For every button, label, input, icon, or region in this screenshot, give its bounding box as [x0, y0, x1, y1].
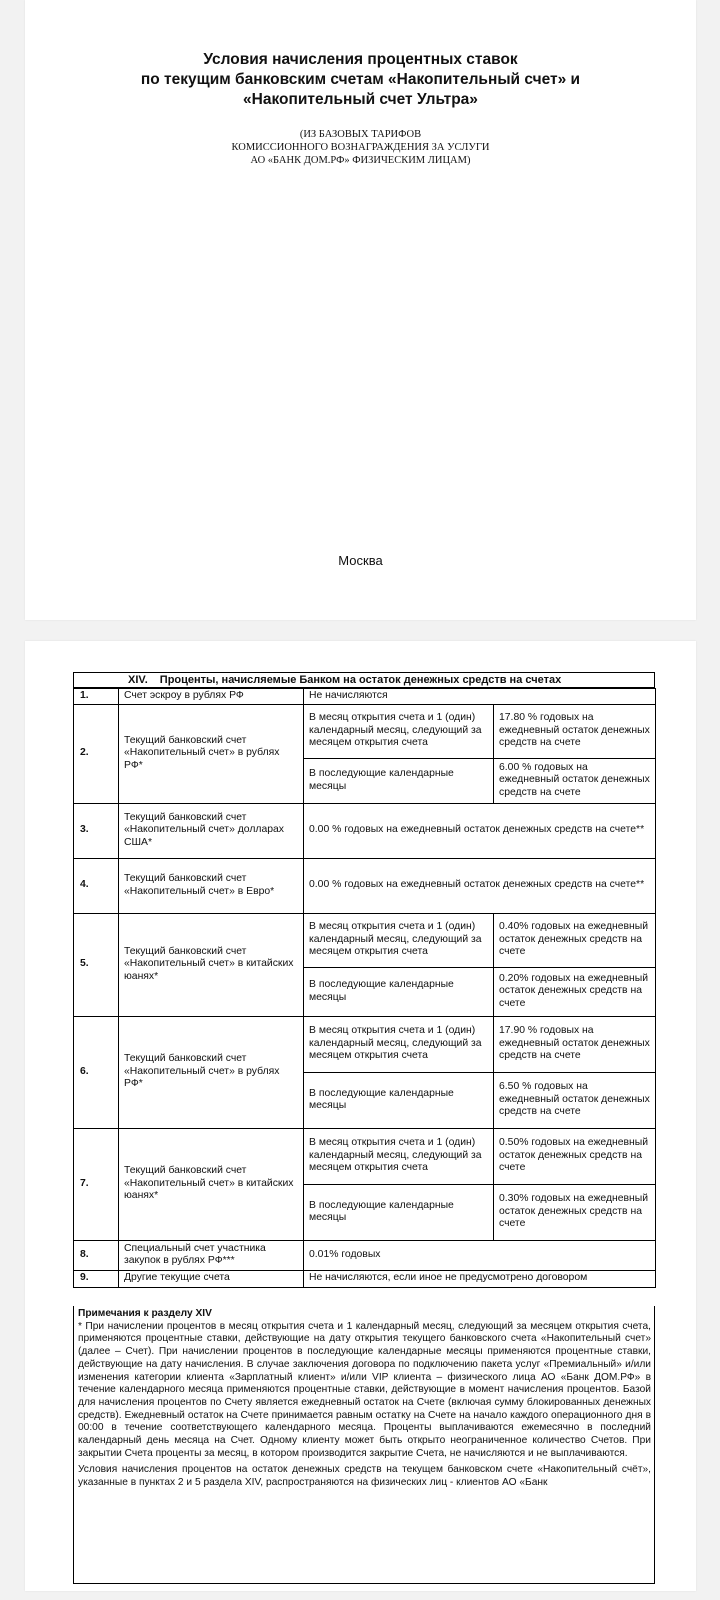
rate-value: 17.80 % годовых на ежедневный остаток денежных средств на счете	[494, 704, 656, 758]
account-name: Другие текущие счета	[119, 1270, 304, 1287]
row-number: 7.	[74, 1128, 119, 1240]
period-label: В последующие календарные месяцы	[304, 967, 494, 1016]
table-row	[74, 689, 656, 705]
period-label: В месяц открытия счета и 1 (один) календарный месяц, следующий за месяцем открытия счета	[304, 1128, 494, 1184]
account-name: Текущий банковский счет «Накопительный счет» в китайских юанях*	[119, 1128, 304, 1240]
period-label: В месяц открытия счета и 1 (один) календарный месяц, следующий за месяцем открытия счета	[304, 913, 494, 967]
title-page	[25, 0, 696, 620]
table-row	[74, 704, 656, 758]
period-label: В последующие календарные месяцы	[304, 1184, 494, 1240]
rate-value: 6.00 % годовых на ежедневный остаток денежных средств на счете	[494, 758, 656, 803]
row-number: 4.	[74, 858, 119, 913]
row-number: 1.	[74, 689, 119, 705]
table-row	[74, 858, 656, 913]
table-row	[74, 1240, 656, 1270]
rate-value: Не начисляются, если иное не предусмотрено договором	[304, 1270, 656, 1287]
period-label: В месяц открытия счета и 1 (один) календарный месяц, следующий за месяцем открытия счета	[304, 704, 494, 758]
city-label: Москва	[338, 553, 383, 568]
table-row	[74, 1128, 656, 1184]
account-name: Текущий банковский счет «Накопительный счет» в китайских юанях*	[119, 913, 304, 1016]
row-number: 3.	[74, 803, 119, 858]
rate-value: 6.50 % годовых на ежедневный остаток денежных средств на счете	[494, 1072, 656, 1128]
rate-value: 17.90 % годовых на ежедневный остаток денежных средств на счете	[494, 1016, 656, 1072]
document-title	[25, 50, 696, 110]
table-row	[74, 1016, 656, 1072]
account-name: Текущий банковский счет «Накопительный счет» в рублях РФ*	[119, 704, 304, 803]
account-name: Текущий банковский счет «Накопительный счет» долларах США*	[119, 803, 304, 858]
title-line: по текущим банковским счетам «Накопительный счет» и	[140, 71, 581, 88]
section-heading	[73, 672, 655, 688]
notes-paragraph: Условия начисления процентов на остаток денежных средств на текущем банковском счете «Накопительный счёт», указанные в пунктах 2 и 5 раздела XIV, распространяются на физических лиц - клиентов АО «Банк	[78, 1464, 651, 1489]
notes-title: Примечания к разделу XIV	[78, 1308, 212, 1319]
row-number: 5.	[74, 913, 119, 1016]
period-label: В последующие календарные месяцы	[304, 1072, 494, 1128]
table-row	[74, 803, 656, 858]
rate-value: 0.40% годовых на ежедневный остаток денежных средств на счете	[494, 913, 656, 967]
notes-section	[73, 1306, 655, 1584]
section-title: Проценты, начисляемые Банком на остаток денежных средств на счетах	[159, 674, 562, 686]
period-label: В месяц открытия счета и 1 (один) календарный месяц, следующий за месяцем открытия счета	[304, 1016, 494, 1072]
period-label: В последующие календарные месяцы	[304, 758, 494, 803]
subtitle-line: АО «БАНК ДОМ.РФ» ФИЗИЧЕСКИМ ЛИЦАМ)	[250, 155, 471, 166]
row-number: 2.	[74, 704, 119, 803]
account-name: Счет эскроу в рублях РФ	[119, 689, 304, 705]
rates-table	[73, 688, 656, 1288]
document-subtitle	[25, 128, 696, 167]
account-name: Специальный счет участника закупок в рублях РФ***	[119, 1240, 304, 1270]
rate-value: 0.00 % годовых на ежедневный остаток денежных средств на счете**	[304, 803, 656, 858]
row-number: 6.	[74, 1016, 119, 1128]
rate-value: 0.30% годовых на ежедневный остаток денежных средств на счете	[494, 1184, 656, 1240]
account-name: Текущий банковский счет «Накопительный счет» в Евро*	[119, 858, 304, 913]
subtitle-line: КОМИССИОННОГО ВОЗНАГРАЖДЕНИЯ ЗА УСЛУГИ	[231, 142, 490, 153]
rate-value: 0.00 % годовых на ежедневный остаток денежных средств на счете**	[304, 858, 656, 913]
subtitle-line: (ИЗ БАЗОВЫХ ТАРИФОВ	[299, 129, 422, 140]
account-name: Текущий банковский счет «Накопительный счет» в рублях РФ*	[119, 1016, 304, 1128]
section-number: XIV.	[128, 674, 148, 686]
rate-value: 0.01% годовых	[304, 1240, 656, 1270]
row-number: 9.	[74, 1270, 119, 1287]
row-number: 8.	[74, 1240, 119, 1270]
rate-value: Не начисляются	[304, 689, 656, 705]
table-row	[74, 913, 656, 967]
rate-value: 0.50% годовых на ежедневный остаток денежных средств на счете	[494, 1128, 656, 1184]
title-line: Условия начисления процентных ставок	[203, 51, 518, 68]
title-line: «Накопительный счет Ультра»	[243, 91, 478, 108]
table-row	[74, 1270, 656, 1287]
notes-paragraph: * При начислении процентов в месяц открытия счета и 1 календарный месяц, следующий за месяцем открытия счета, применяются процентные ставки, действующие на дату открытия текущего банковского счета «Накопительный счет» (далее – Счет). При начислении процентов в последующие календарные месяцы применяются процентные ставки, действующие на дату начисления. В случае заключения договора по подключению пакета услуг «Премиальный» и/или изменения категории клиента «Зарплатный клиент» и/или VIP клиента – физического лица АО «Банк ДОМ.РФ» в течение календарного месяца применяются процентные ставки, действующие в момент начисления процентов. Базой для начисления процентов по Счету является ежедневный остаток на Счете (включая сумму блокированных денежных средств). Ежедневный остаток на Счете принимается равным остатку на Счете на начало каждого операционного дня в 00:00 в течение соответствующего календарного месяца. Проценты выплачиваются ежемесячно в последний календарный день месяца на Счет. Одному клиенту может быть открыто неограниченное количество Счетов. При закрытии Счета проценты за месяц, в котором производится закрытие Счета, не начисляются и не выплачиваются.	[78, 1320, 651, 1459]
rate-value: 0.20% годовых на ежедневный остаток денежных средств на счете	[494, 967, 656, 1016]
